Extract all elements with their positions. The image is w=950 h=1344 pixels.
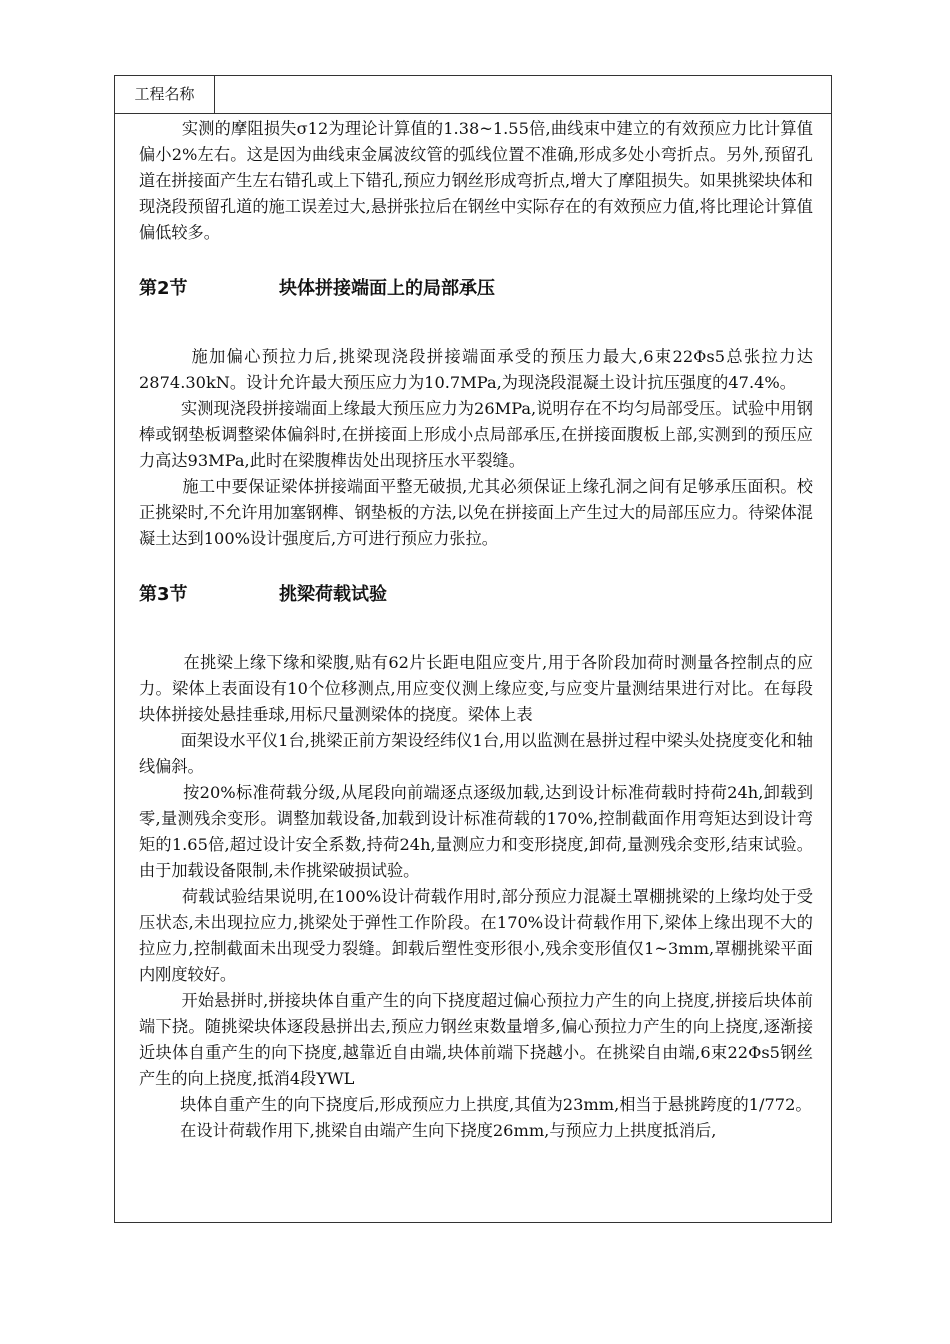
project-name-value xyxy=(215,76,831,113)
paragraph: 开始悬拼时,拼接块体自重产生的向下挠度超过偏心预拉力产生的向上挠度,拼接后块体前端下挠。随挑梁块体逐段悬拼出去,预应力钢丝束数量增多,偏心预拉力产生的向上挠度,逐渐接近块体自重产生的向下挠度,越靠近自由端,块体前端下挠越小。在挑梁自由端,6束22Φs5钢丝产生的向上挠度,抵消4段YWL xyxy=(139,991,813,1088)
section-heading xyxy=(139,276,813,302)
section-title: 块体拼接端面上的局部承压 xyxy=(279,278,495,299)
header-row xyxy=(115,76,831,114)
section-title: 挑梁荷载试验 xyxy=(279,584,387,605)
document-frame xyxy=(114,75,832,1223)
paragraph: 实测的摩阻损失σ12为理论计算值的1.38~1.55倍,曲线束中建立的有效预应力比计算值偏小2%左右。这是因为曲线束金属波纹管的弧线位置不准确,形成多处小弯折点。另外,预留孔道在拼接面产生左右错孔或上下错孔,预应力钢丝形成弯折点,增大了摩阻损失。如果挑梁块体和现浇段预留孔道的施工误差过大,悬拼张拉后在钢丝中实际存在的有效预应力值,将比理论计算值偏低较多。 xyxy=(139,119,813,242)
paragraph: 在挑梁上缘下缘和梁腹,贴有62片长距电阻应变片,用于各阶段加荷时测量各控制点的应力。梁体上表面设有10个位移测点,用应变仪测上缘应变,与应变片量测结果进行对比。在每段块体拼接处悬挂垂球,用标尺量测梁体的挠度。梁体上表 xyxy=(139,653,814,724)
paragraph: 实测现浇段拼接端面上缘最大预压应力为26MPa,说明存在不均匀局部受压。试验中用钢棒或钢垫板调整梁体偏斜时,在拼接面上形成小点局部承压,在拼接面腹板上部,实测到的预压应力高达93MPa,此时在梁腹榫齿处出现挤压水平裂缝。 xyxy=(139,399,813,470)
document-body xyxy=(139,114,813,1144)
paragraph: 块体自重产生的向下挠度后,形成预应力上拱度,其值为23mm,相当于悬挑跨度的1/772。 xyxy=(139,1095,812,1114)
paragraph: 施加偏心预拉力后,挑梁现浇段拼接端面承受的预压力最大,6束22Φs5总张拉力达2874.30kN。设计允许最大预压应力为10.7MPa,为现浇段混凝土设计抗压强度的47.4%。 xyxy=(139,347,813,392)
section-number: 第2节 xyxy=(139,278,188,299)
paragraph: 施工中要保证梁体拼接端面平整无破损,尤其必须保证上缘孔洞之间有足够承压面积。校正挑梁时,不允许用加塞钢榫、钢垫板的方法,以免在拼接面上产生过大的局部压应力。待梁体混凝土达到100%设计强度后,方可进行预应力张拉。 xyxy=(139,477,813,548)
project-name-label: 工程名称 xyxy=(115,76,215,113)
section-number: 第3节 xyxy=(139,584,188,605)
paragraph: 按20%标准荷载分级,从尾段向前端逐点逐级加载,达到设计标准荷载时持荷24h,卸载到零,量测残余变形。调整加载设备,加载到设计标准荷载的170%,控制截面作用弯矩达到设计弯矩的1.65倍,超过设计安全系数,持荷24h,量测应力和变形挠度,卸荷,量测残余变形,结束试验。由于加载设备限制,未作挑梁破损试验。 xyxy=(139,783,814,880)
section-heading xyxy=(139,582,813,608)
paragraph: 在设计荷载作用下,挑梁自由端产生向下挠度26mm,与预应力上拱度抵消后, xyxy=(139,1121,717,1140)
paragraph: 面架设水平仪1台,挑梁正前方架设经纬仪1台,用以监测在悬拼过程中梁头处挠度变化和轴线偏斜。 xyxy=(139,731,813,776)
paragraph: 荷载试验结果说明,在100%设计荷载作用时,部分预应力混凝土罩棚挑梁的上缘均处于受压状态,未出现拉应力,挑梁处于弹性工作阶段。在170%设计荷载作用下,梁体上缘出现不大的拉应力,控制截面未出现受力裂缝。卸载后塑性变形很小,残余变形值仅1~3mm,罩棚挑梁平面内刚度较好。 xyxy=(139,887,813,984)
